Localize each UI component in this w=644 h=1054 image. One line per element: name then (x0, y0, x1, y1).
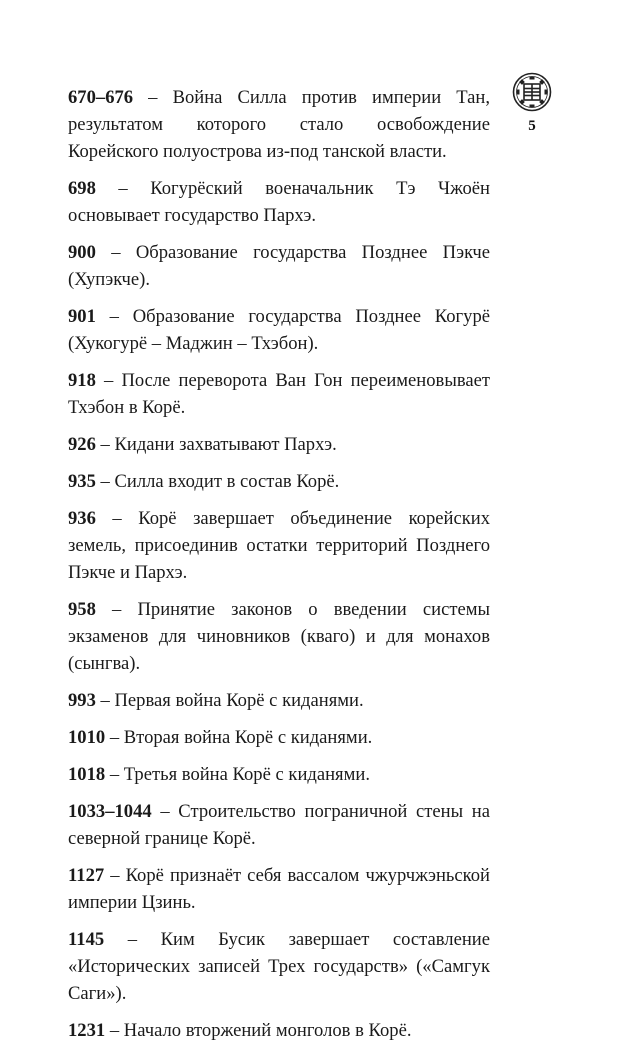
entry-year: 1145 (68, 929, 105, 950)
chronology-entry (68, 175, 490, 229)
entry-text: – Кидани захватывают Пархэ. (95, 434, 337, 455)
page-number: 5 (528, 118, 536, 134)
chronology-list (68, 84, 490, 1054)
chronology-entry (68, 239, 490, 293)
entry-year: 918 (68, 370, 96, 391)
entry-text: – Строительство пограничной стены на северной границе Корё. (68, 801, 490, 849)
chronology-entry (68, 505, 490, 586)
entry-year: 1127 (68, 865, 105, 886)
chronology-entry (68, 724, 490, 751)
entry-year: 1231 (68, 1020, 106, 1041)
chronology-entry (68, 926, 490, 1007)
entry-year: 935 (68, 471, 96, 492)
entry-year: 936 (68, 508, 96, 529)
entry-text: – Первая война Корё с киданями. (95, 690, 364, 711)
entry-text: – Война Силла против империи Тан, результатом которого стало освобождение Корейского полуострова из-под танской власти. (68, 87, 490, 162)
entry-year: 926 (68, 434, 96, 455)
entry-year: 993 (68, 690, 96, 711)
chronology-entry (68, 798, 490, 852)
entry-year: 1033–1044 (68, 801, 152, 822)
chronology-entry (68, 862, 490, 916)
ornamental-medallion-icon (512, 72, 552, 112)
entry-year: 1010 (68, 727, 106, 748)
chronology-entry (68, 84, 490, 165)
entry-text: – Принятие законов о введении системы экзаменов для чиновников (кваго) и для монахов (сынгва). (68, 599, 490, 674)
entry-year: 698 (68, 178, 96, 199)
chronology-entry (68, 367, 490, 421)
entry-text: – Третья война Корё с киданями. (105, 764, 370, 785)
entry-text: – Корё признаёт себя вассалом чжурчжэньской империи Цзинь. (68, 865, 490, 913)
entry-year: 958 (68, 599, 96, 620)
entry-text: – Корё завершает объединение корейских земель, присоединив остатки территорий Позднего Пэкче и Пархэ. (68, 508, 490, 583)
entry-year: 1018 (68, 764, 106, 785)
entry-text: – Силла входит в состав Корё. (95, 471, 340, 492)
entry-year: 900 (68, 242, 96, 263)
chronology-entry (68, 596, 490, 677)
entry-text: – Образование государства Позднее Пэкче (Хупэкче). (68, 242, 490, 290)
chronology-entry (68, 303, 490, 357)
page-header (508, 72, 556, 135)
entry-year: 901 (68, 306, 96, 327)
chronology-entry (68, 431, 490, 458)
chronology-entry (68, 1017, 490, 1044)
entry-text: – Образование государства Позднее Когурё (Хукогурё – Маджин – Тхэбон). (68, 306, 490, 354)
entry-text: – Начало вторжений монголов в Корё. (105, 1020, 412, 1041)
entry-year: 670–676 (68, 87, 134, 108)
entry-text: – Когурёский военачальник Тэ Чжоён основывает государство Пархэ. (68, 178, 490, 226)
chronology-entry (68, 687, 490, 714)
entry-text: – Ким Бусик завершает составление «Исторических записей Трех государств» («Самгук Саги»). (68, 929, 490, 1004)
entry-text: – Вторая война Корё с киданями. (105, 727, 373, 748)
chronology-entry (68, 761, 490, 788)
entry-text: – После переворота Ван Гон переименовывает Тхэбон в Корё. (68, 370, 490, 418)
chronology-entry (68, 468, 490, 495)
